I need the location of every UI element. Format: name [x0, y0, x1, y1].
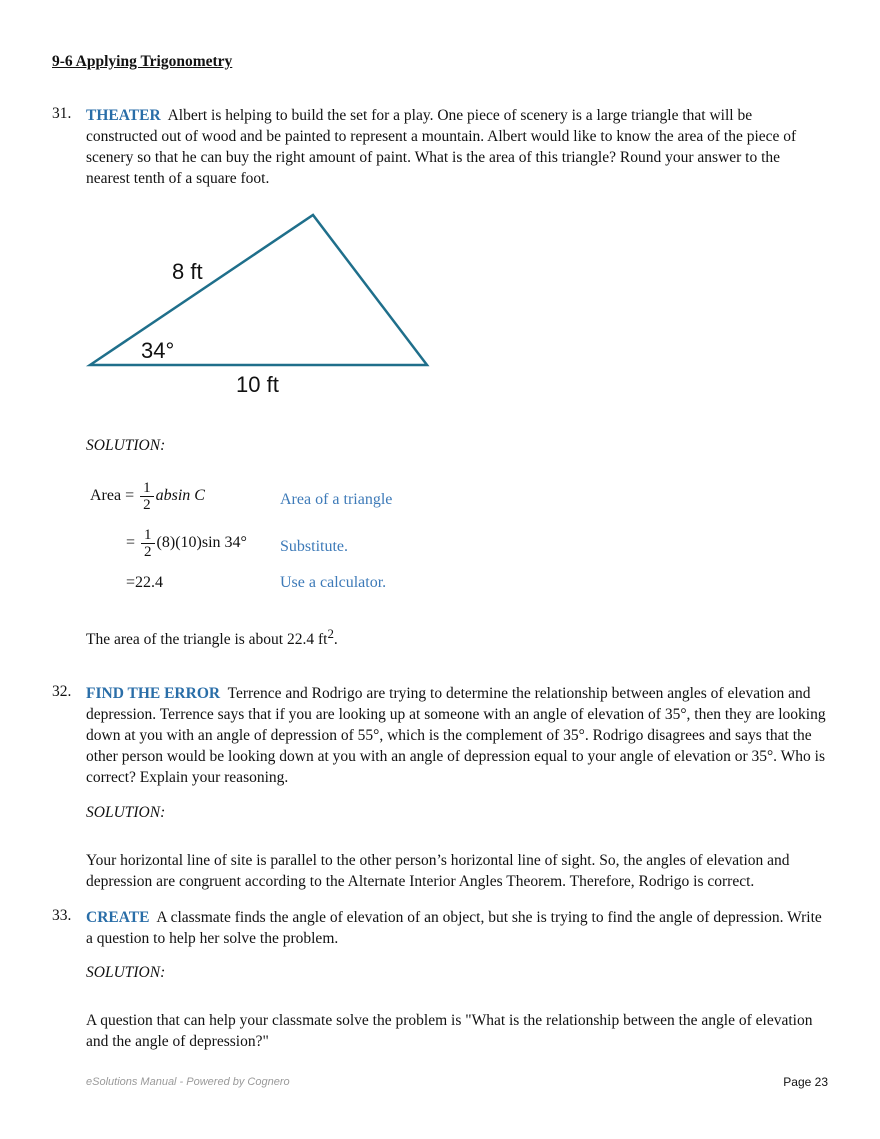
eq-sign: = [126, 574, 136, 591]
problem-32-text [86, 683, 826, 788]
problem-number: 32. [52, 683, 72, 700]
equation-step-3 [126, 574, 163, 592]
step-note: Use a calculator. [280, 574, 387, 591]
solution-label: SOLUTION: [86, 437, 166, 454]
footer-credit: eSolutions Manual - Powered by Cognero [86, 1076, 290, 1088]
problem-keyword: THEATER [86, 107, 161, 124]
triangle-figure [0, 0, 880, 420]
step-note: Area of a triangle [280, 491, 393, 508]
equation-step-1 [90, 480, 205, 513]
side-label-10ft: 10 ft [236, 372, 279, 397]
problem-33-text [86, 907, 826, 949]
fraction: $\frac{1}{2}$ [140, 480, 154, 513]
conclusion: The area of the triangle is about 22.4 $ft^2$. [86, 626, 338, 649]
problem-body: A classmate finds the angle of elevation of an object, but she is trying to find the angle of depression. Write a question to help her solve the problem. [86, 909, 822, 947]
eq-expr: 22.4 [135, 574, 164, 591]
solution-answer: Your horizontal line of site is parallel to the other person’s horizontal line of sight. So, the angles of elevation and depression are congruent according to the Alternate Interior Angles Theorem. Therefore, Rodrigo is correct. [86, 852, 790, 890]
section-title: 9-6 Applying Trigonometry [52, 53, 233, 70]
side-label-8ft: 8 ft [172, 259, 203, 284]
problem-keyword: FIND THE ERROR [86, 685, 221, 702]
problem-keyword: CREATE [86, 909, 150, 926]
fraction: $\frac{1}{2}$ [141, 527, 155, 560]
problem-number: 33. [52, 907, 72, 924]
problem-body: Albert is helping to build the set for a play. One piece of scenery is a large triangle that will be constructed out of wood and be painted to represent a mountain. Albert would like to know the area of the piece of scenery so that he can buy the right amount of paint. What is the area of this triangle? Round your answer to the nearest tenth of a square foot. [86, 107, 797, 187]
solution-answer: A question that can help your classmate solve the problem is "What is the relationship between the angle of elevation and the angle of depression?" [86, 1012, 813, 1050]
problem-body: Terrence and Rodrigo are trying to determine the relationship between angles of elevation and depression. Terrence says that if you are looking up at someone with an angle of elevation of 35°, then they are looking down at you with an angle of depression of 55°, which is the complement of 35°. Rodrigo disagrees and says that the other person would be looking down at you with an angle of depression equal to your angle of elevation or 35°. Who is correct? Explain your reasoning. [86, 685, 826, 786]
solution-label: SOLUTION: [86, 964, 166, 981]
angle-label: 34° [141, 338, 175, 363]
equation-step-2 [126, 527, 247, 560]
eq-expr: absin C [155, 487, 205, 505]
step-note: Substitute. [280, 538, 349, 555]
eq-sign: = [126, 534, 136, 552]
page-number: Page 23 [783, 1075, 828, 1089]
eq-expr: (8)(10)sin 34° [156, 534, 247, 552]
eq-sign: = [125, 487, 135, 505]
eq-lhs: Area [90, 487, 122, 505]
solution-label: SOLUTION: [86, 804, 166, 821]
problem-number: 31. [52, 105, 72, 122]
